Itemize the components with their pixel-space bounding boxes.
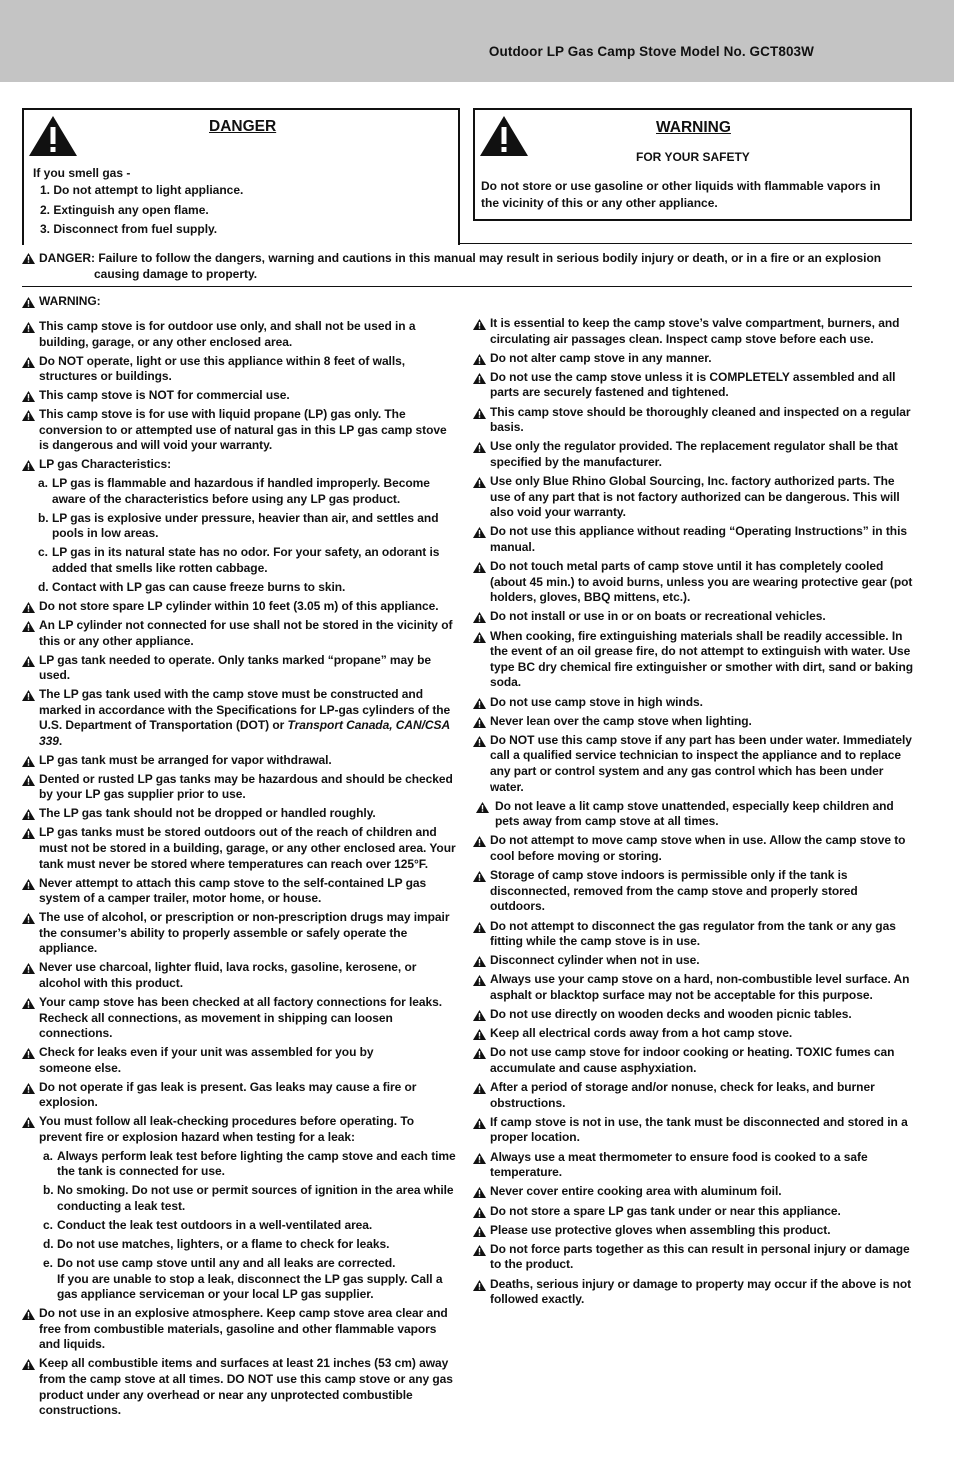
- warning-icon: [22, 1117, 35, 1128]
- warning-icon: [22, 913, 35, 924]
- sub-item: [22, 1256, 458, 1303]
- list-item: [473, 1026, 913, 1042]
- warning-icon: [22, 828, 35, 839]
- warning-icon: [22, 756, 35, 767]
- list-item: [22, 354, 458, 385]
- list-item-text: It is essential to keep the camp stove’s valve compartment, burners, and circulating air passages clean. Inspect camp stove before each use.: [490, 316, 900, 346]
- warning-icon: [479, 115, 529, 157]
- sub-item-label: c.: [38, 545, 48, 560]
- list-item: [473, 559, 913, 606]
- sub-item: [22, 580, 458, 596]
- list-item-text: Never use charcoal, lighter fluid, lava rocks, gasoline, kerosene, or alcohol with this product.: [39, 960, 417, 990]
- list-item: [473, 714, 913, 730]
- list-item-text: Storage of camp stove indoors is permissible only if the tank is disconnected, removed from the camp stove and properly stored outdoors.: [490, 868, 858, 914]
- sub-item: [22, 511, 458, 542]
- list-item-text: Deaths, serious injury or damage to property may occur if the above is not followed exactly.: [490, 1276, 912, 1307]
- warning-icon: [473, 373, 486, 384]
- warning-icon: [22, 998, 35, 1009]
- warning-icon: [473, 1048, 486, 1059]
- warning-icon: [22, 1309, 35, 1320]
- warning-icon: [22, 410, 35, 421]
- list-item-text: LP gas tanks must be stored outdoors out of the reach of children and must not be stored in a building, garage, or any other enclosed area. Your tank must never be stored where temperatures can reach over 125°F.: [39, 825, 456, 871]
- list-item: [473, 919, 913, 950]
- warning-box-body-line-2: the vicinity of this or any other appliance.: [481, 196, 718, 210]
- warnings-left-column: [22, 294, 458, 1422]
- list-item-text: Do not use in an explosive atmosphere. Keep camp stove area clear and free from combustible materials, gasoline and other flammable vapors and liquids.: [39, 1306, 448, 1352]
- list-item: [473, 474, 913, 521]
- list-item: [473, 953, 913, 969]
- sub-item-text: Do not use camp stove until any and all leaks are corrected.: [57, 1255, 396, 1270]
- list-item: [22, 825, 458, 872]
- warning-box-title: WARNING: [656, 119, 731, 136]
- list-item: [473, 799, 913, 830]
- list-item-text: Do not use this appliance without reading “Operating Instructions” in this manual.: [490, 524, 907, 554]
- list-item: [473, 524, 913, 555]
- list-item-text: LP gas Characteristics:: [39, 457, 172, 472]
- list-item-text: Do not operate if gas leak is present. Gas leaks may cause a fire or explosion.: [39, 1079, 417, 1110]
- danger-step-1: 1. Do not attempt to light appliance.: [40, 183, 244, 197]
- warning-icon: [22, 1083, 35, 1094]
- list-item-text: An LP cylinder not connected for use shall not be stored in the vicinity of this or any other appliance.: [39, 617, 453, 648]
- sub-item: [22, 476, 458, 507]
- sub-item-label: c.: [43, 1218, 53, 1233]
- warning-icon: [473, 1226, 486, 1237]
- warnings-right-column: [473, 316, 913, 1311]
- sub-item-label: b.: [43, 1183, 54, 1198]
- list-item-text: After a period of storage and/or nonuse, check for leaks, and burner obstructions.: [490, 1080, 875, 1110]
- list-item-text: Always use a meat thermometer to ensure food is cooked to a safe temperature.: [490, 1149, 868, 1180]
- warning-icon: [22, 297, 35, 308]
- list-item: [22, 407, 458, 454]
- danger-warning-icon: [28, 115, 78, 157]
- warning-heading: [22, 294, 458, 310]
- list-item: [22, 1080, 458, 1111]
- warning-icon: [22, 621, 35, 632]
- warning-heading-text: WARNING:: [39, 294, 101, 308]
- danger-statement-line-1: DANGER: Failure to follow the dangers, warning and cautions in this manual may result in serious bodily injury or death, or in a fire or an explosion: [39, 251, 882, 265]
- list-item-text-part: .: [58, 733, 63, 748]
- warning-icon: [22, 1359, 35, 1370]
- list-item-text: LP gas tank needed to operate. Only tanks marked “propane” may be used.: [39, 652, 431, 683]
- warning-box-subtitle: FOR YOUR SAFETY: [636, 150, 750, 164]
- list-item-text: Never cover entire cooking area with aluminum foil.: [490, 1184, 782, 1199]
- list-item: [22, 457, 458, 473]
- list-item: [22, 1045, 458, 1076]
- list-item: [473, 629, 913, 691]
- list-item: [22, 960, 458, 991]
- warning-icon: [22, 253, 35, 264]
- warning-icon: [22, 460, 35, 471]
- warning-icon: [473, 1207, 486, 1218]
- list-item-text-line: Check for leaks even if your unit was assembled for you by: [39, 1045, 374, 1060]
- divider: [460, 243, 912, 244]
- list-item-text: This camp stove is for use with liquid propane (LP) gas only. The conversion to or attempted use of natural gas in this LP gas camp stove is dangerous and will void your warranty.: [39, 407, 447, 453]
- list-item: [473, 1277, 913, 1308]
- list-item-text: [39, 1045, 458, 1076]
- list-item: [473, 833, 913, 864]
- list-item-text: Dented or rusted LP gas tanks may be hazardous and should be checked by your LP gas supplier prior to use.: [39, 771, 453, 802]
- list-item: [473, 733, 913, 795]
- list-item-text: The LP gas tank should not be dropped or handled roughly.: [39, 806, 376, 821]
- list-item: [22, 995, 458, 1042]
- warning-icon: [22, 602, 35, 613]
- list-item-text: This camp stove is NOT for commercial use.: [39, 388, 290, 403]
- list-item-text: Do not alter camp stove in any manner.: [490, 350, 712, 365]
- list-item-text: LP gas tank must be arranged for vapor withdrawal.: [39, 752, 332, 767]
- sub-item-text: Conduct the leak test outdoors in a well-ventilated area.: [57, 1218, 373, 1233]
- warning-icon: [22, 357, 35, 368]
- list-item: [22, 753, 458, 769]
- list-item: [22, 653, 458, 684]
- warning-icon: [473, 1245, 486, 1256]
- warning-icon: [473, 319, 486, 330]
- list-item-text: Do not use directly on wooden decks and wooden picnic tables.: [490, 1007, 852, 1022]
- list-item: [473, 1007, 913, 1023]
- sub-item-label: a.: [43, 1148, 53, 1163]
- warning-icon: [473, 922, 486, 933]
- warning-icon: [473, 632, 486, 643]
- list-item-text: If camp stove is not in use, the tank must be disconnected and stored in a proper location.: [490, 1114, 908, 1145]
- list-item-text: Disconnect cylinder when not in use.: [490, 953, 700, 968]
- danger-statement-line-2: causing damage to property.: [94, 267, 258, 281]
- list-item-text: Do not use camp stove in high winds.: [490, 694, 703, 709]
- list-item-text-line: someone else.: [39, 1060, 122, 1075]
- list-item: [473, 1080, 913, 1111]
- list-item-text: Do not attempt to disconnect the gas regulator from the tank or any gas fitting while the camp stove is in use.: [490, 918, 896, 949]
- list-item-text: Do not install or use in or on boats or recreational vehicles.: [490, 609, 826, 624]
- warning-icon: [473, 1187, 486, 1198]
- list-item-text: When cooking, fire extinguishing materials shall be readily accessible. In the event of an oil grease fire, do not attempt to extinguish with water. Use type BC dry chemical fire extinguisher or smother with dirt, sand or baking soda.: [490, 628, 914, 690]
- warning-icon: [473, 477, 486, 488]
- list-item: [473, 370, 913, 401]
- warning-icon: [473, 527, 486, 538]
- list-item-text: Do NOT operate, light or use this appliance within 8 feet of walls, structures or buildings.: [39, 353, 406, 384]
- list-item: [473, 868, 913, 915]
- list-item-text: Use only the regulator provided. The replacement regulator shall be that specified by the manufacturer.: [490, 439, 898, 469]
- sub-item-label: d.: [43, 1237, 54, 1251]
- sub-item: [22, 1218, 458, 1234]
- list-item-text-part: The LP gas tank used with the camp stove must be constructed and marked in accordance with the Specifications for LP-gas cylinders of the U.S. Department of Transportation (DOT) or: [39, 687, 451, 733]
- warning-icon: [473, 1118, 486, 1129]
- sub-item: [22, 1149, 458, 1180]
- list-item: [473, 1242, 913, 1273]
- warning-icon: [473, 1153, 486, 1164]
- list-item: [473, 1045, 913, 1076]
- sub-item-label: b.: [38, 510, 49, 525]
- warning-icon: [473, 354, 486, 365]
- sub-item: [22, 1183, 458, 1214]
- list-item: [473, 1150, 913, 1181]
- list-item: [473, 609, 913, 625]
- list-item-text: Do not use camp stove for indoor cooking or heating. TOXIC fumes can accumulate and cause asphyxiation.: [490, 1045, 895, 1076]
- list-item-text: The use of alcohol, or prescription or non-prescription drugs may impair the consumer’s ability to properly assemble or safely operate the appliance.: [39, 910, 450, 956]
- list-item-text: Your camp stove has been checked at all factory connections for leaks. Recheck all connections, as movement in shipping can loosen connections.: [39, 994, 443, 1041]
- warning-icon: [473, 562, 486, 573]
- list-item-text: Always use your camp stove on a hard, non-combustible level surface. An asphalt or blacktop surface may not be acceptable for this purpose.: [490, 972, 910, 1002]
- sub-item-label: a.: [38, 476, 48, 491]
- list-item: [22, 1306, 458, 1353]
- warning-icon: [473, 975, 486, 986]
- list-item-text: Use only Blue Rhino Global Sourcing, Inc. factory authorized parts. The use of any part that is not factory authorized can be dangerous. This will also void your warranty.: [490, 474, 900, 520]
- list-item: [22, 806, 458, 822]
- list-item-text: Keep all combustible items and surfaces at least 21 inches (53 cm) away from the camp stove at all times. DO NOT use this camp stove or any gas product under any overhead or near any unprotected combustible constructions.: [39, 1356, 453, 1418]
- warning-icon: [22, 391, 35, 402]
- list-item: [22, 910, 458, 957]
- warning-icon: [473, 1083, 486, 1094]
- list-item-text: Do not attempt to move camp stove when in use. Allow the camp stove to cool before moving or storing.: [490, 833, 906, 864]
- list-item-text: [39, 687, 458, 749]
- warning-icon: [473, 1280, 486, 1291]
- warning-icon: [473, 956, 486, 967]
- warning-icon: [476, 802, 489, 813]
- warning-icon: [22, 775, 35, 786]
- warning-icon: [22, 963, 35, 974]
- list-item-text: Please use protective gloves when assembling this product.: [490, 1222, 831, 1237]
- sub-item-text: Do not use matches, lighters, or a flame to check for leaks.: [57, 1237, 390, 1251]
- danger-box-intro: If you smell gas -: [33, 166, 131, 180]
- list-item-text: Do not force parts together as this can result in personal injury or damage to the product.: [490, 1241, 910, 1272]
- standard-reference: Transport Canada, CAN/CSA 339: [39, 718, 450, 748]
- sub-item-label: e.: [43, 1255, 53, 1270]
- warning-icon: [473, 717, 486, 728]
- warning-icon: [473, 836, 486, 847]
- warning-icon: [473, 442, 486, 453]
- warning-icon: [22, 809, 35, 820]
- warning-icon: [473, 408, 486, 419]
- warning-icon: [22, 322, 35, 333]
- list-item: [22, 687, 458, 749]
- list-item: [473, 1204, 913, 1220]
- list-item-text: Do not leave a lit camp stove unattended, especially keep children and pets away from camp stove at all times.: [495, 798, 894, 829]
- list-item: [473, 405, 913, 436]
- warning-icon: [22, 879, 35, 890]
- warning-icon: [473, 871, 486, 882]
- list-item: [473, 972, 913, 1003]
- page-title: Outdoor LP Gas Camp Stove Model No. GCT803W: [488, 44, 814, 59]
- list-item: [22, 1114, 458, 1145]
- sub-item-label: d.: [38, 580, 49, 595]
- list-item: [22, 876, 458, 907]
- danger-step-2: 2. Extinguish any open flame.: [40, 203, 209, 217]
- warning-icon: [22, 1048, 35, 1059]
- sub-item-text: Contact with LP gas can cause freeze burns to skin.: [52, 580, 346, 595]
- list-item: [473, 1223, 913, 1239]
- list-item-text: Never attempt to attach this camp stove to the self-contained LP gas system of a camper trailer, motor home, or house.: [39, 875, 427, 906]
- divider: [22, 286, 912, 287]
- header-band: [0, 0, 954, 82]
- list-item-text: You must follow all leak-checking procedures before operating. To prevent fire or explosion hazard when testing for a leak:: [39, 1114, 415, 1144]
- list-item: [22, 772, 458, 803]
- list-item: [22, 618, 458, 649]
- list-item: [22, 599, 458, 615]
- list-item: [22, 388, 458, 404]
- sub-item-text: LP gas is explosive under pressure, heavier than air, and settles and pools in low areas.: [52, 510, 439, 541]
- warning-icon: [473, 736, 486, 747]
- list-item-text: Keep all electrical cords away from a hot camp stove.: [490, 1026, 793, 1041]
- warning-icon: [473, 1010, 486, 1021]
- warning-icon: [473, 698, 486, 709]
- list-item: [473, 1115, 913, 1146]
- list-item-text: This camp stove should be thoroughly cleaned and inspected on a regular basis.: [490, 404, 911, 435]
- list-item: [473, 439, 913, 470]
- list-item: [473, 316, 913, 347]
- list-item-text: Do not use the camp stove unless it is COMPLETELY assembled and all parts are securely fastened and tightened.: [490, 369, 896, 400]
- danger-step-3: 3. Disconnect from fuel supply.: [40, 222, 218, 236]
- sub-item-text: LP gas in its natural state has no odor. For your safety, an odorant is added that smells like rotten cabbage.: [52, 545, 440, 576]
- danger-box-title: DANGER: [209, 118, 277, 135]
- list-item-text: Do NOT use this camp stove if any part has been under water. Immediately call a qualified service technician to inspect the appliance and to replace any part or control system and any gas control which has been under water.: [490, 732, 912, 794]
- list-item: [473, 1184, 913, 1200]
- sub-item: [22, 545, 458, 576]
- sub-item: [22, 1237, 458, 1253]
- warning-icon: [473, 612, 486, 623]
- sub-item-text: Always perform leak test before lighting the camp stove and each time the tank is connected for use.: [57, 1148, 456, 1179]
- list-item: [22, 1356, 458, 1418]
- list-item-text: Do not store spare LP cylinder within 10 feet (3.05 m) of this appliance.: [39, 599, 439, 613]
- warning-box-body-line-1: Do not store or use gasoline or other liquids with flammable vapors in: [481, 179, 881, 193]
- list-item-text: Do not store a spare LP gas tank under or near this appliance.: [490, 1203, 841, 1218]
- list-item-text: Do not touch metal parts of camp stove until it has completely cooled (about 45 min.) to avoid burns, unless you are wearing protective gear (pot holders, gloves, BBQ mittens, etc.).: [490, 559, 913, 605]
- warning-icon: [22, 690, 35, 701]
- warning-icon: [473, 1029, 486, 1040]
- warning-icon: [22, 656, 35, 667]
- sub-item-text: No smoking. Do not use or permit sources of ignition in the area while conducting a leak test.: [57, 1183, 454, 1214]
- list-item-text: This camp stove is for outdoor use only, and shall not be used in a building, garage, or any other enclosed area.: [39, 318, 416, 349]
- sub-item-text: LP gas is flammable and hazardous if handled improperly. Become aware of the characteristics before using any LP gas product.: [52, 476, 430, 506]
- sub-item-text-continued: If you are unable to stop a leak, disconnect the LP gas supply. Call a gas appliance serviceman or your local LP gas supplier.: [57, 1271, 443, 1302]
- list-item: [473, 351, 913, 367]
- list-item: [473, 695, 913, 711]
- list-item: [22, 319, 458, 350]
- list-item-text: Never lean over the camp stove when lighting.: [490, 713, 752, 728]
- danger-statement: [22, 250, 912, 282]
